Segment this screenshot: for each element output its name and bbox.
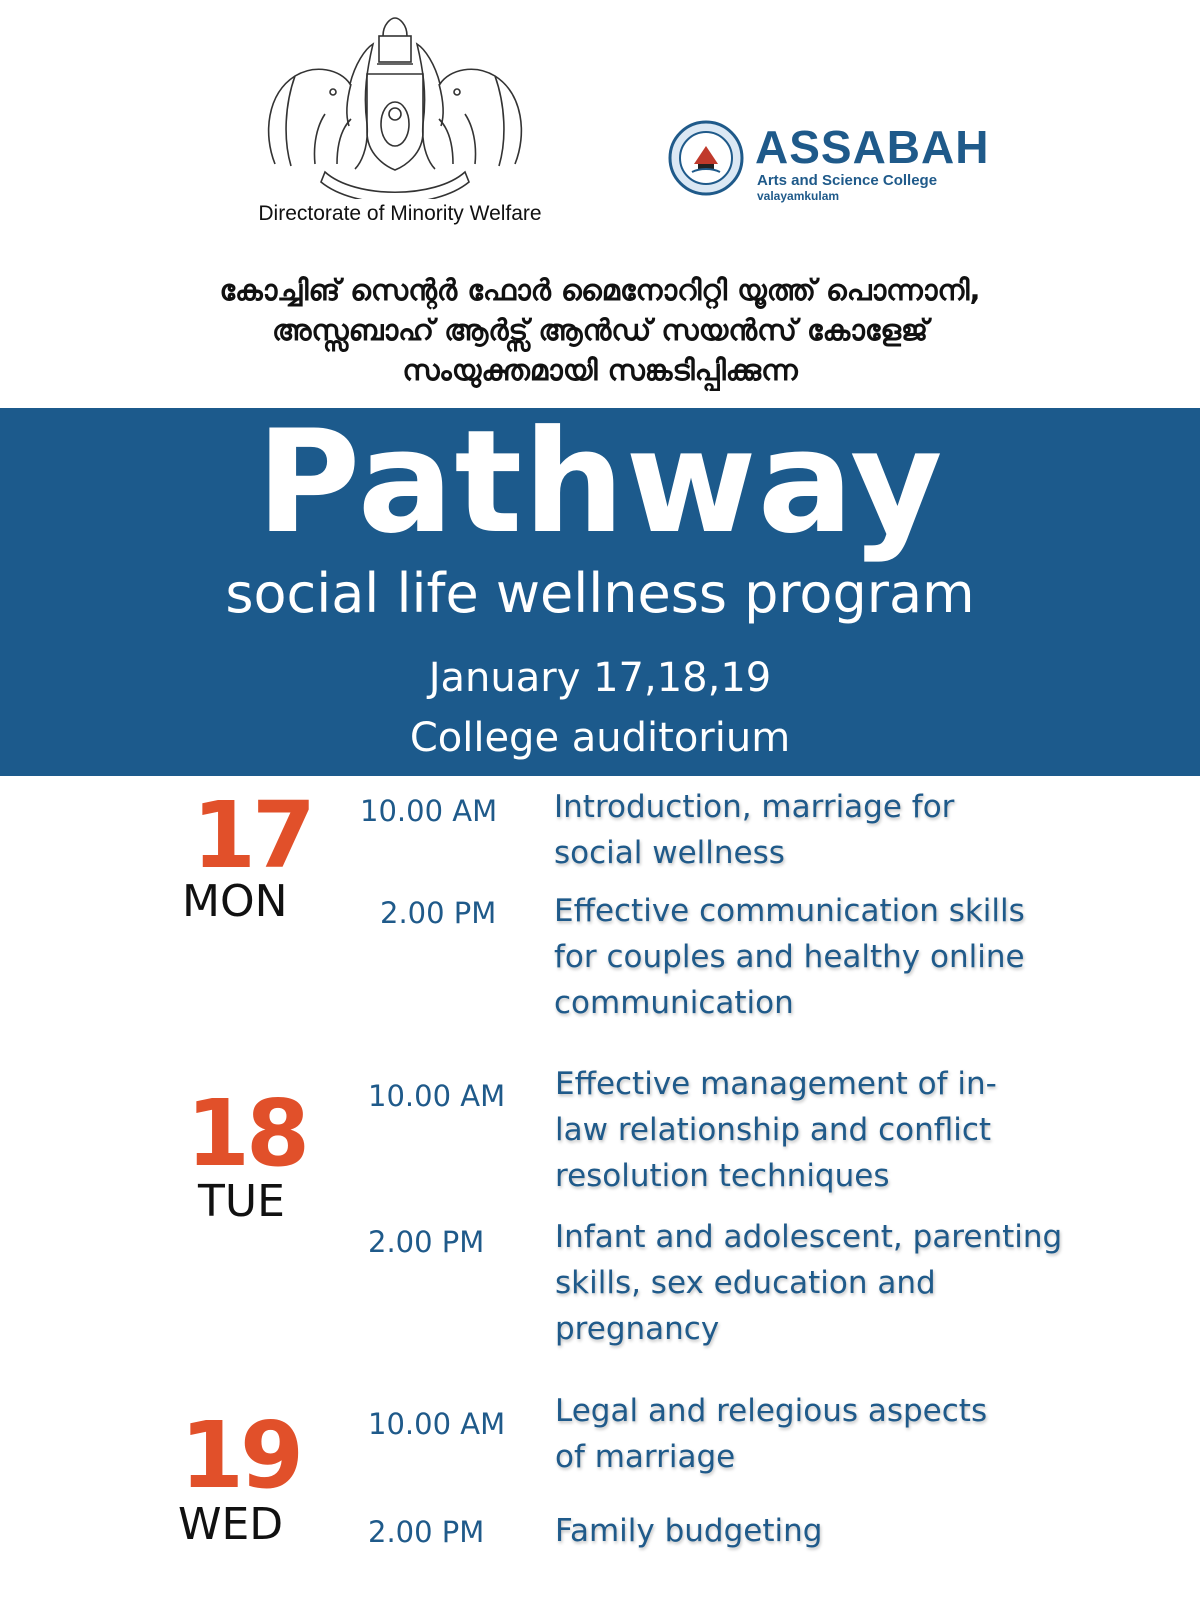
session-topic-line: of marriage bbox=[555, 1439, 736, 1475]
day-number: 17 bbox=[192, 782, 313, 889]
emblem-caption: Directorate of Minority Welfare bbox=[258, 202, 542, 225]
session-topic-line: Effective management of in- bbox=[555, 1066, 997, 1102]
college-seal-icon bbox=[668, 120, 744, 196]
session-topic-line: skills, sex education and bbox=[555, 1265, 936, 1301]
session-topic-line: Legal and relegious aspects bbox=[555, 1393, 988, 1429]
session-topic-line: Infant and adolescent, parenting bbox=[555, 1219, 1063, 1255]
session-topic-line: law relationship and conflict bbox=[555, 1112, 992, 1148]
college-name: ASSABAH bbox=[755, 121, 990, 173]
day-name: TUE bbox=[198, 1176, 285, 1227]
intro-line: കോച്ചിങ് സെന്റർ ഫോർ മൈനോറിറ്റി യൂത്ത് പൊന്നാനി, bbox=[219, 273, 981, 307]
session-time: 2.00 PM bbox=[368, 1515, 485, 1549]
session-topic bbox=[555, 1214, 1115, 1352]
session-topic bbox=[555, 1508, 1115, 1554]
session-time: 2.00 PM bbox=[380, 896, 497, 930]
session-topic-line: Introduction, marriage for bbox=[554, 789, 955, 825]
session-time: 10.00 AM bbox=[368, 1407, 506, 1441]
session-topic bbox=[555, 1061, 1115, 1199]
program-banner bbox=[0, 400, 1200, 776]
government-of-kerala-emblem-icon bbox=[255, 14, 535, 199]
intro-line: സംയുക്തമായി സങ്കടിപ്പിക്കുന്ന bbox=[402, 353, 798, 387]
session-topic-line: social wellness bbox=[554, 835, 785, 871]
day-number: 18 bbox=[186, 1080, 307, 1187]
session-time: 10.00 AM bbox=[368, 1079, 506, 1113]
program-venue: College auditorium bbox=[409, 715, 791, 761]
session-topic bbox=[555, 1388, 1115, 1480]
program-title: Pathway bbox=[256, 400, 944, 565]
program-dates: January 17,18,19 bbox=[428, 655, 772, 701]
day-number: 19 bbox=[180, 1402, 301, 1509]
college-place: valayamkulam bbox=[757, 189, 840, 203]
session-topic-line: Family budgeting bbox=[555, 1513, 823, 1549]
session-time: 2.00 PM bbox=[368, 1225, 485, 1259]
session-topic-line: resolution techniques bbox=[555, 1158, 890, 1194]
program-subtitle: social life wellness program bbox=[225, 562, 975, 625]
college-subtitle: Arts and Science College bbox=[757, 172, 938, 189]
session-topic-line: Effective communication skills bbox=[554, 893, 1025, 929]
session-time: 10.00 AM bbox=[360, 794, 498, 828]
session-topic-line: pregnancy bbox=[555, 1311, 720, 1347]
session-topic bbox=[554, 888, 1114, 1026]
day-name: MON bbox=[182, 876, 288, 927]
intro-text bbox=[0, 270, 1200, 390]
session-topic-line: communication bbox=[554, 985, 794, 1021]
intro-line: അസ്സബാഹ് ആർട്സ് ആൻഡ് സയൻസ് കോളേജ് bbox=[271, 313, 929, 347]
session-topic-line: for couples and healthy online bbox=[554, 939, 1025, 975]
day-name: WED bbox=[178, 1499, 284, 1550]
session-topic bbox=[554, 784, 1114, 876]
